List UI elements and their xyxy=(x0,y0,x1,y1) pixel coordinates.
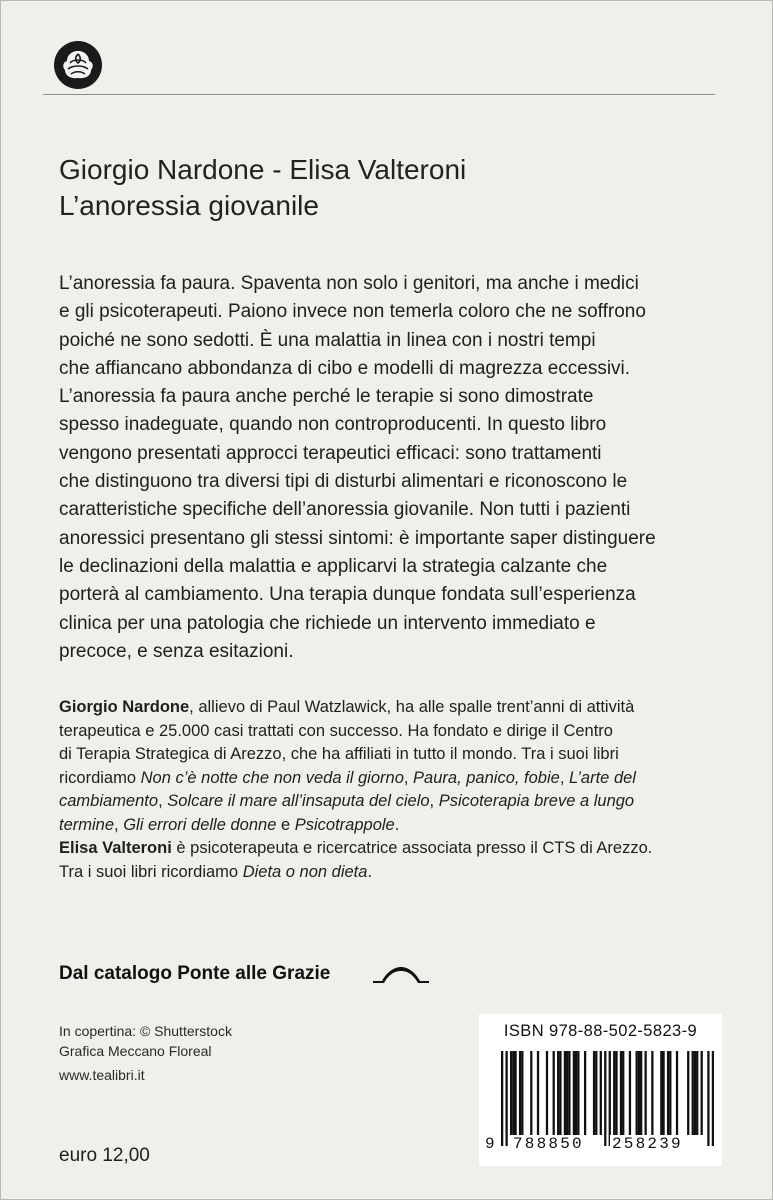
blurb-line: anoressici presentano gli stessi sintomi: è importante saper distinguere xyxy=(59,527,656,549)
barcode-bar xyxy=(622,1051,624,1135)
bio-line: Elisa Valteroni è psicoterapeuta e ricercatrice associata presso il CTS di Arezzo. xyxy=(59,839,653,857)
barcode-bar xyxy=(667,1051,669,1135)
website-link[interactable]: www.tealibri.it xyxy=(59,1067,145,1083)
barcode-bar xyxy=(676,1051,678,1135)
barcode-bar xyxy=(638,1051,640,1135)
barcode-bar xyxy=(694,1051,696,1135)
barcode-bar xyxy=(512,1051,514,1135)
credits xyxy=(59,1021,232,1061)
blurb-line: le declinazioni della malattia e applicarvi la strategia calzante che xyxy=(59,555,608,577)
barcode-bar xyxy=(510,1051,512,1135)
barcode-bar xyxy=(577,1051,579,1135)
barcode-bar xyxy=(521,1051,523,1135)
barcode-bar xyxy=(629,1051,631,1135)
barcode-digit-first: 9 xyxy=(485,1135,495,1153)
blurb-line: clinica per una patologia che richiede un intervento immediato e xyxy=(59,612,596,634)
barcode-bar xyxy=(514,1051,516,1135)
book-ref: cambiamento xyxy=(59,792,159,810)
bio-line: Giorgio Nardone, allievo di Paul Watzlawick, ha alle spalle trent’anni di attività xyxy=(59,698,635,716)
blurb-line: che affiancano abbondanza di cibo e modelli di magrezza eccessivi. xyxy=(59,357,631,379)
barcode-bar xyxy=(505,1051,507,1146)
barcode-bar xyxy=(564,1051,566,1135)
blurb-line: vengono presentati approcci terapeutici efficaci: sono trattamenti xyxy=(59,442,602,464)
barcode-bar xyxy=(615,1051,617,1135)
barcode-bar xyxy=(660,1051,662,1135)
blurb-line: L’anoressia fa paura anche perché le terapie si sono dimostrate xyxy=(59,386,594,408)
barcode-bar xyxy=(636,1051,638,1135)
barcode-bar xyxy=(662,1051,664,1135)
barcode-bar xyxy=(669,1051,671,1135)
book-title: L’anoressia giovanile xyxy=(59,190,319,221)
bio-line: terapeutica e 25.000 casi trattati con successo. Ha fondato e dirige il Centro xyxy=(59,721,613,740)
barcode-bar xyxy=(609,1051,611,1146)
book-ref: Non c’è notte che non veda il giorno xyxy=(140,768,404,787)
book-authors: Giorgio Nardone - Elisa Valteroni xyxy=(59,154,467,185)
barcode-panel xyxy=(479,1014,722,1166)
bio-line: ricordiamo Non c’è notte che non veda il giorno, Paura, panico, fobie, L’arte del xyxy=(59,768,636,787)
catalog-label: Dal catalogo Ponte alle Grazie xyxy=(59,963,331,984)
book-ref: Gli errori delle donne xyxy=(123,815,277,834)
book-ref: termine xyxy=(59,815,115,834)
barcode-bar xyxy=(546,1051,548,1135)
blurb-text xyxy=(59,270,719,666)
barcode xyxy=(501,1051,714,1146)
barcode-bar xyxy=(687,1051,689,1135)
book-ref: Psicoterapia breve a lungo xyxy=(438,792,635,810)
isbn-label: ISBN 978-88-502-5823-9 xyxy=(503,1022,698,1040)
barcode-bar xyxy=(593,1051,595,1135)
cover-credit: In copertina: © Shutterstock xyxy=(59,1023,232,1039)
book-ref: Dieta o non dieta xyxy=(242,862,368,881)
barcode-bar xyxy=(712,1051,714,1146)
design-credit: Grafica Meccano Floreal xyxy=(59,1043,212,1059)
author-name-nardone: Giorgio Nardone xyxy=(59,698,190,716)
barcode-bar xyxy=(701,1051,703,1135)
barcode-bar xyxy=(696,1051,698,1135)
blurb-line: spesso inadeguate, quando non controproducenti. In questo libro xyxy=(59,414,607,436)
rose-logo-icon xyxy=(53,40,103,90)
blurb-line: precoce, e senza esitazioni. xyxy=(59,640,294,662)
barcode-bar xyxy=(537,1051,539,1135)
barcode-bar xyxy=(519,1051,521,1135)
blurb-line: porterà al cambiamento. Una terapia dunque fondata sull’esperienza xyxy=(59,584,636,606)
book-ref: Psicotrappole xyxy=(294,815,395,834)
bridge-icon xyxy=(372,966,430,984)
book-ref: Paura, panico, fobie xyxy=(413,768,560,787)
barcode-bar xyxy=(575,1051,577,1135)
barcode-bar xyxy=(501,1051,503,1146)
barcode-bar xyxy=(584,1051,586,1135)
bio-line: di Terapia Strategica di Arezzo, che ha affiliati in tutto il mondo. Tra i suoi libri xyxy=(59,745,619,763)
author-bios xyxy=(59,696,729,884)
barcode-bar xyxy=(692,1051,694,1135)
blurb-line: che distinguono tra diversi tipi di disturbi alimentari e riconoscono le xyxy=(59,471,628,493)
barcode-bar xyxy=(613,1051,615,1135)
book-ref: Solcare il mare all’insaputa del cielo xyxy=(167,792,430,810)
blurb-line: L’anoressia fa paura. Spaventa non solo i genitori, ma anche i medici xyxy=(59,273,639,294)
barcode-digits-left: 788850 xyxy=(513,1135,584,1153)
barcode-bar xyxy=(557,1051,559,1135)
barcode-bar xyxy=(644,1051,646,1135)
barcode-bar xyxy=(566,1051,568,1135)
price: euro 12,00 xyxy=(59,1145,150,1166)
barcode-bar xyxy=(595,1051,597,1135)
barcode-bar xyxy=(530,1051,532,1135)
barcode-bar xyxy=(573,1051,575,1135)
barcode-bar xyxy=(600,1051,602,1135)
author-name-valteroni: Elisa Valteroni xyxy=(59,839,172,857)
barcode-bar xyxy=(553,1051,555,1135)
barcode-bar xyxy=(559,1051,561,1135)
book-ref: L’arte del xyxy=(569,768,636,787)
barcode-bar xyxy=(620,1051,622,1135)
barcode-bar xyxy=(568,1051,570,1135)
blurb-line: caratteristiche specifiche dell’anoressia giovanile. Non tutti i pazienti xyxy=(59,499,631,521)
bio-line: Tra i suoi libri ricordiamo Dieta o non dieta. xyxy=(59,862,373,881)
barcode-bar xyxy=(604,1051,606,1146)
blurb-line: poiché ne sono sedotti. È una malattia in linea con i nostri tempi xyxy=(59,329,596,351)
bio-line: cambiamento, Solcare il mare all’insaputa del cielo, Psicoterapia breve a lungo xyxy=(59,792,635,810)
barcode-bar xyxy=(640,1051,642,1135)
barcode-bar xyxy=(651,1051,653,1135)
blurb-line: e gli psicoterapeuti. Paiono invece non temerla coloro che ne soffrono xyxy=(59,301,646,323)
barcode-bar xyxy=(707,1051,709,1146)
barcode-digits-right: 258239 xyxy=(612,1135,683,1153)
header-rule xyxy=(43,94,715,95)
bio-line: termine, Gli errori delle donne e Psicotrappole. xyxy=(59,815,400,834)
